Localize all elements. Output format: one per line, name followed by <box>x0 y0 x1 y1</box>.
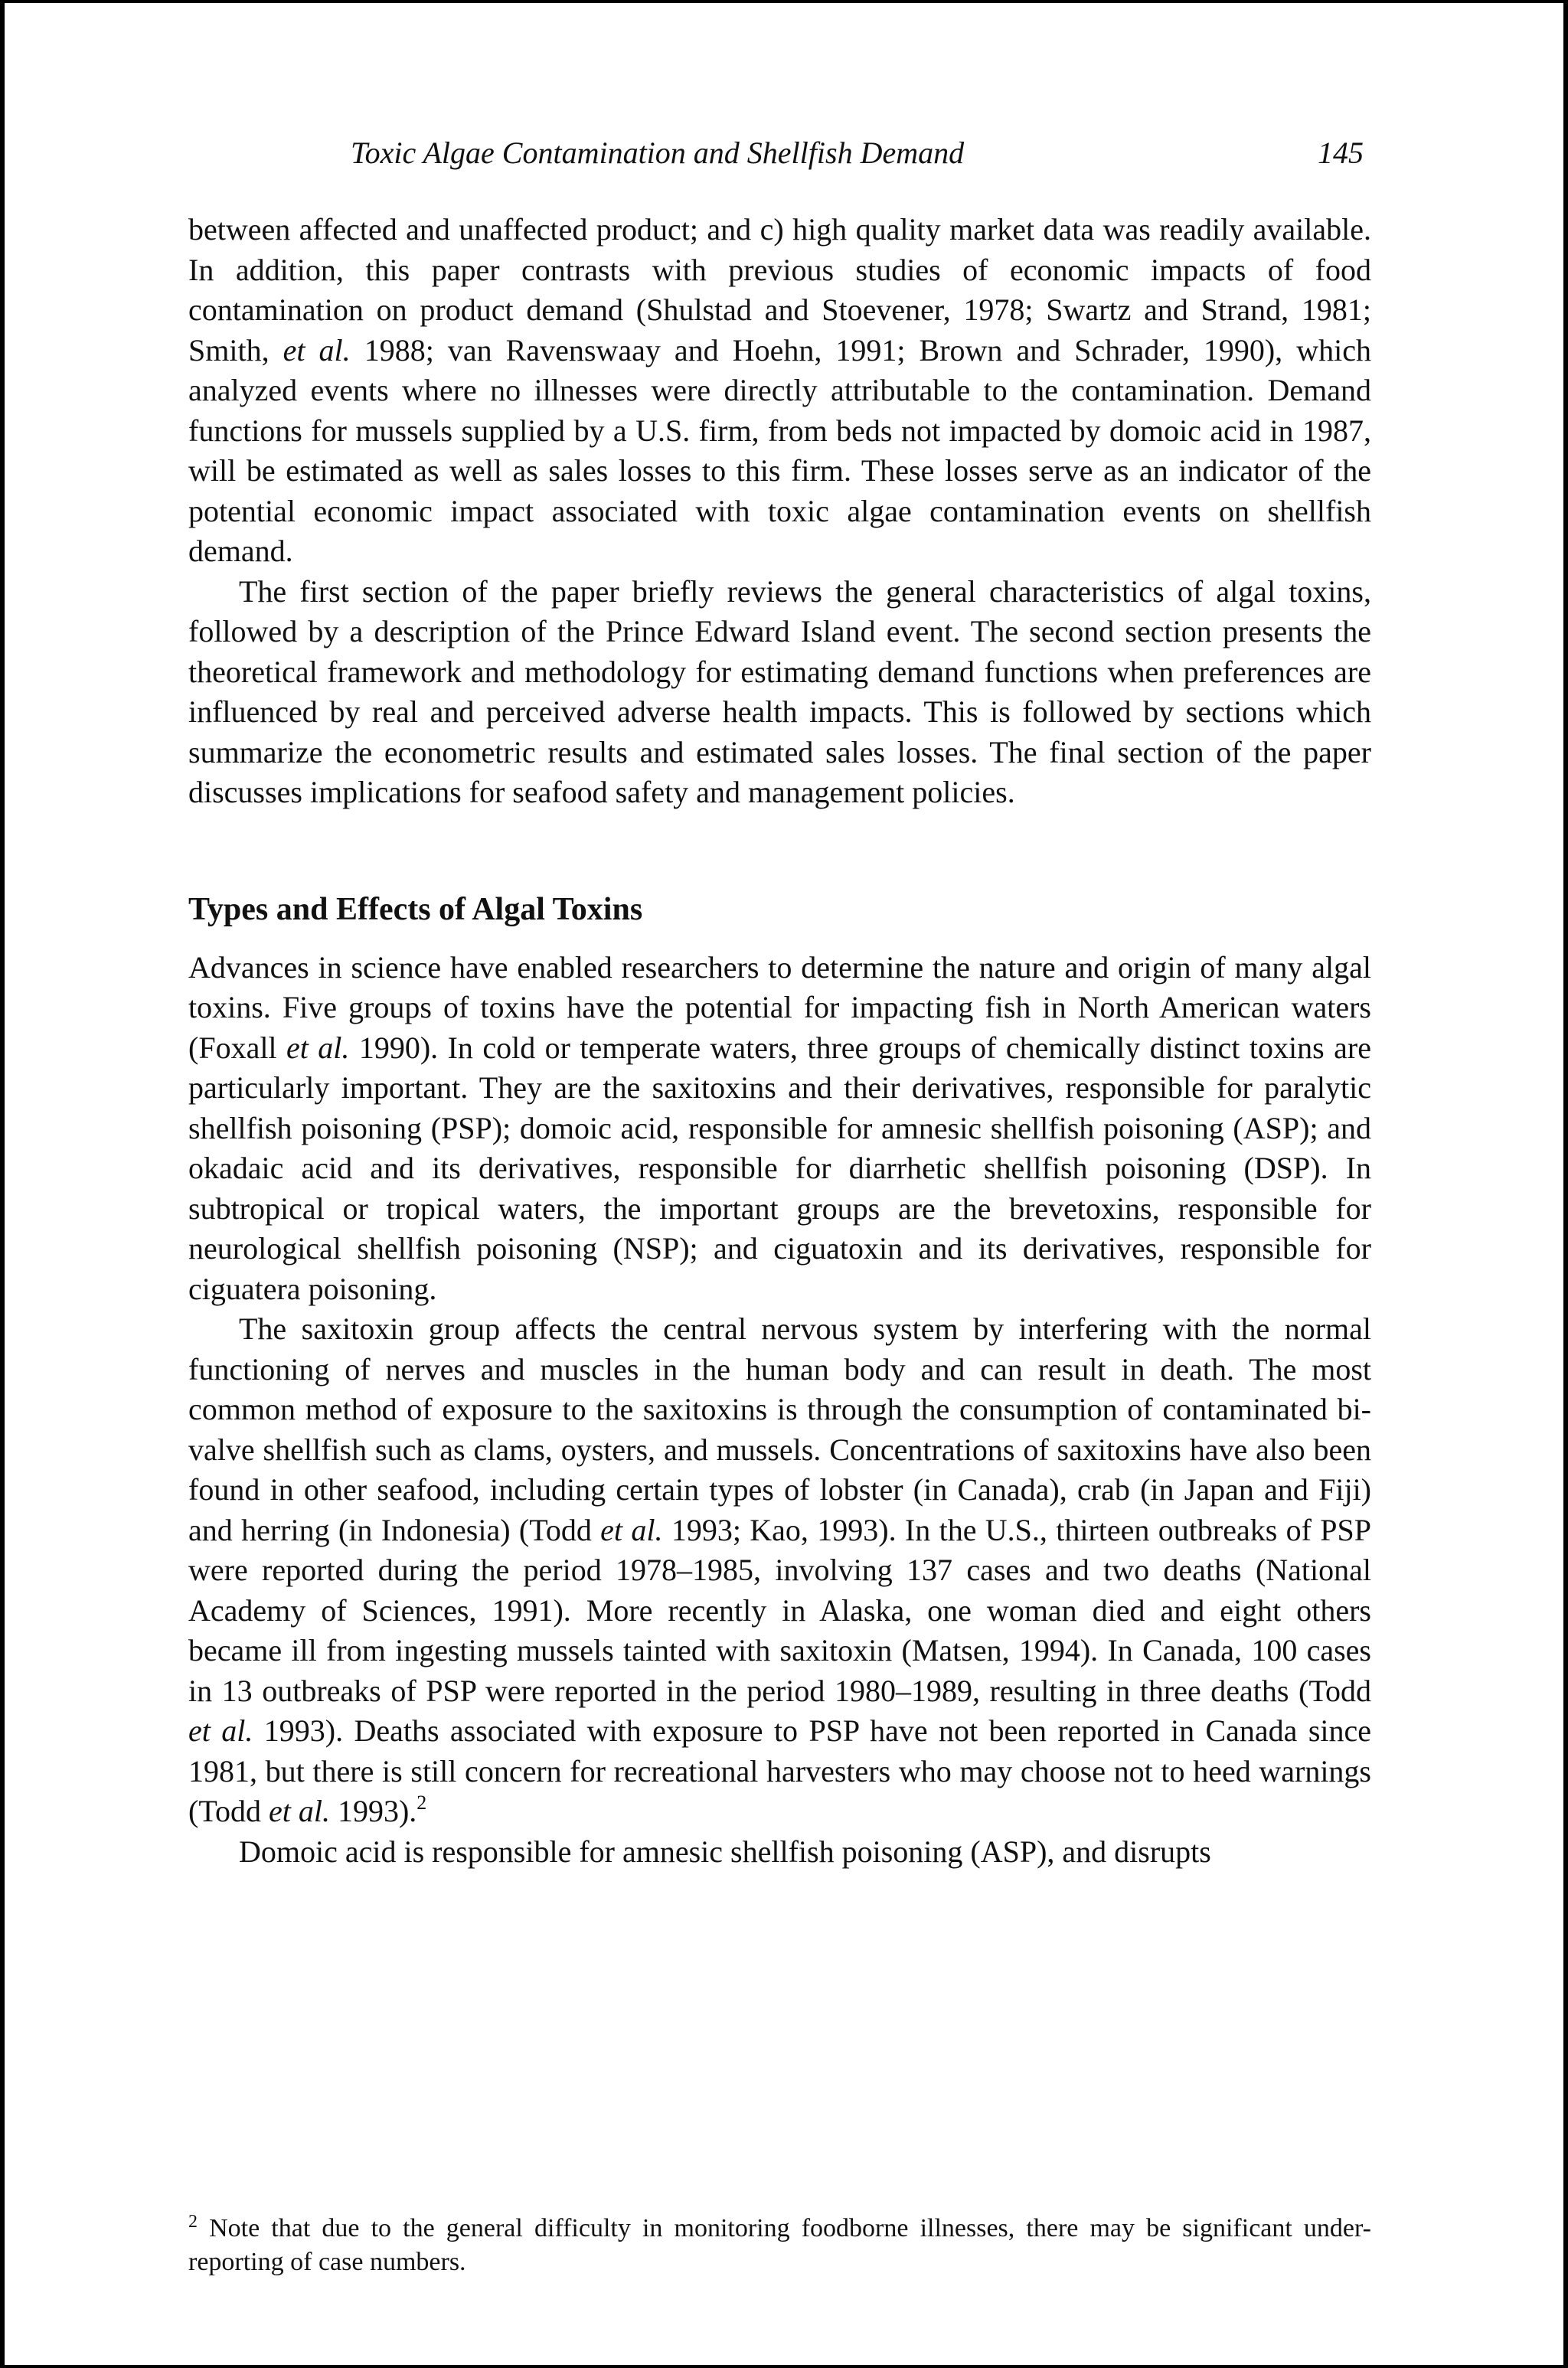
citation-et-al: et al. <box>600 1512 663 1547</box>
footnote-text: Note that due to the general difficulty in monitoring foodborne illnesses, there may be significant under-reporting of case numbers. <box>188 2214 1371 2276</box>
paragraph-3-text-b: 1990). In cold or temperate waters, three groups of chemically distinct toxins are particularly important. They are the saxitoxins and their derivatives, responsible for paralytic shellfish poisoning (PSP); domoic acid, responsible for amnesic shellfish poisoning (ASP); and okadaic acid and its derivatives, responsible for diarrhetic shellfish poisoning (DSP). In subtropical or tropical waters, the important groups are the brevetoxins, responsible for neurological shellfish poisoning (NSP); and ciguatoxin and its derivatives, responsible for ciguatera poisoning. <box>188 1030 1371 1306</box>
paragraph-2: The first section of the paper briefly reviews the general characteristics of algal toxins, followed by a description of the Prince Edward Island event. The second section presents the theoretical framework and methodology for estimating demand functions when preferences are influenced by real and perceived adverse health impacts. This is followed by sections which summarize the econometric results and estimated sales losses. The final section of the paper discusses implications for seafood safety and management policies. <box>188 573 1371 809</box>
citation-et-al: et al. <box>268 1794 330 1828</box>
paragraph-1-text-a: between affected and unaffected product; and c) high quality market data was readily available. In addition, this paper contrasts with previous studies of economic impacts of food contamination on product demand (Shulstad and Stoevener, 1978; Swartz and Strand, 1981; Smith, <box>188 212 1371 367</box>
footnote <box>188 2212 1371 2279</box>
paragraph-1-text-b: 1988; van Ravenswaay and Hoehn, 1991; Brown and Schrader, 1990), which analyzed events where no illnesses were directly attributable to the contamination. Demand functions for mussels supplied by a U.S. firm, from beds not impacted by domoic acid in 1987, will be estimated as well as sales losses to this firm. These losses serve as an indicator of the potential economic impact associated with toxic algae contamination events on shellfish demand. <box>188 332 1371 568</box>
footnote-reference: 2 <box>416 1792 427 1814</box>
paragraph-4-text-b: 1993; Kao, 1993). In the U.S., thirteen outbreaks of PSP were reported during the period 1978–1985, involving 137 cases and two deaths (National Academy of Sciences, 1991). More recently in Alaska, one woman died and eight others became ill from ingesting mussels tainted with saxitoxin (Matsen, 1994). In Canada, 100 cases in 13 outbreaks of PSP were reported in the period 1980–1989, resulting in three deaths (Todd <box>188 1512 1371 1708</box>
paragraph-4 <box>188 1309 1371 1832</box>
body-text <box>188 210 1371 1872</box>
page-number: 145 <box>1318 136 1364 170</box>
paragraph-1 <box>188 210 1371 572</box>
paragraph-4-text-d: 1993). <box>329 1794 417 1828</box>
running-head-title: Toxic Algae Contamination and Shellfish Demand <box>351 136 965 170</box>
citation-et-al: et al. <box>283 332 351 367</box>
page <box>5 3 1563 2365</box>
paragraph-5: Domoic acid is responsible for amnesic shellfish poisoning (ASP), and disrupts <box>239 1834 1211 1869</box>
paragraph-3 <box>188 948 1371 1310</box>
footnote-marker: 2 <box>188 2212 198 2232</box>
citation-et-al: et al. <box>286 1030 350 1065</box>
citation-et-al: et al. <box>188 1713 253 1748</box>
paragraph-3-text-a: Advances in science have enabled researchers to determine the nature and origin of many algal toxins. Five groups of toxins have the potential for impacting fish in North American waters (Foxall <box>188 949 1371 1065</box>
paragraph-4-text-c: 1993). Deaths associated with exposure to PSP have not been reported in Canada since 1981, but there is still concern for recreational harvesters who may choose not to heed warnings (Todd <box>188 1713 1372 1828</box>
paragraph-4-text-a: The saxitoxin group affects the central nervous system by interfering with the normal functioning of nerves and muscles in the human body and can result in death. The most common method of exposure to the saxitoxins is through the consumption of contaminated bi-valve shellfish such as clams, oysters, and mussels. Concentrations of saxitoxins have also been found in other seafood, including certain types of lobster (in Canada), crab (in Japan and Fiji) and herring (in Indonesia) (Todd <box>188 1311 1371 1547</box>
section-heading: Types and Effects of Algal Toxins <box>188 891 643 927</box>
